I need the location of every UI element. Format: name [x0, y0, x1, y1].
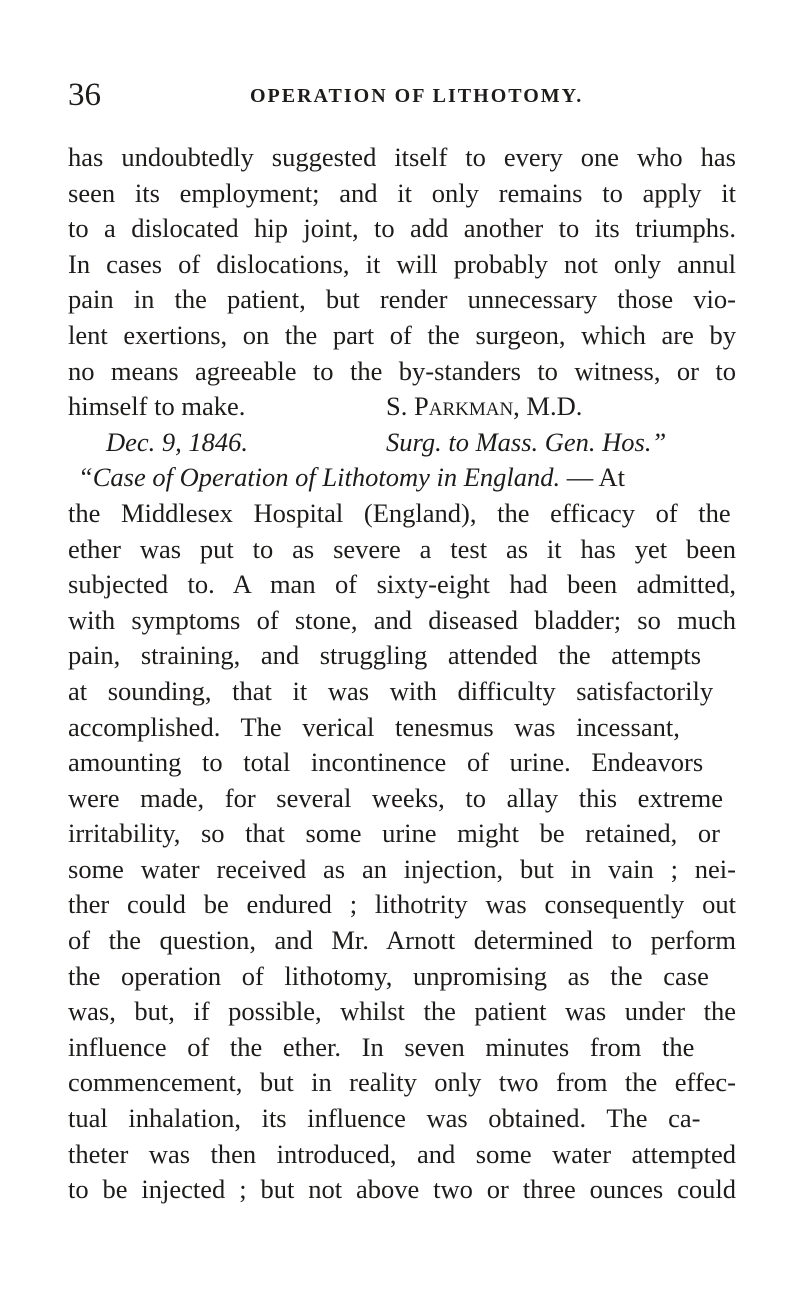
text-line: the operation of lithotomy, unpromising as the case — [68, 960, 709, 991]
text-line: no means agreeable to the by-standers to witness, or to — [68, 355, 736, 386]
running-title: OPERATION OF LITHOTOMY. — [250, 85, 584, 107]
text-line: pain, straining, and struggling attended the attempts — [68, 640, 702, 671]
text-line: pain in the patient, but render unnecessary those vio- — [68, 284, 736, 315]
text-line: accomplished. The verical tenesmus was incessant, — [68, 711, 680, 742]
text-line: to a dislocated hip joint, to add another to its triumphs. — [68, 213, 736, 244]
text-line: In cases of dislocations, it will probably not only annul — [68, 248, 736, 279]
text-line: amounting to total incontinence of urine. Endeavors — [68, 747, 704, 778]
paragraph-heading-line — [68, 460, 736, 496]
text-line: at sounding, that it was with difficulty satisfactorily — [68, 675, 714, 706]
text-line: influence of the ether. In seven minutes from the — [68, 1031, 695, 1062]
signature-line-1 — [68, 389, 736, 425]
text-line: were made, for several weeks, to allay this extreme — [68, 782, 724, 813]
body-text — [68, 140, 736, 1208]
signature-author: S. Parkman, M.D. — [386, 391, 583, 422]
text-line: irritability, so that some urine might be retained, or — [68, 818, 720, 849]
text-line: ther could be endured ; lithotrity was consequently out — [68, 889, 736, 920]
running-head — [68, 77, 736, 113]
signature-block — [68, 389, 736, 460]
text-line: of the question, and Mr. Arnott determined to perform — [68, 925, 736, 956]
text-line: lent exertions, on the part of the surgeon, which are by — [68, 319, 736, 350]
signature-left: himself to make. — [68, 391, 246, 422]
paragraph-2 — [68, 460, 736, 1207]
text-line: commencement, but in reality only two from the effec- — [68, 1067, 736, 1098]
signature-date: Dec. 9, 1846. — [106, 426, 249, 457]
text-line: seen its employment; and it only remains to apply it — [68, 177, 736, 208]
text-line: has undoubtedly suggested itself to every one who has — [68, 142, 736, 172]
text-line: with symptoms of stone, and diseased bladder; so much — [68, 604, 736, 635]
case-heading-tail: — At — [560, 462, 625, 493]
text-line: tual inhalation, its influence was obtained. The ca- — [68, 1103, 701, 1134]
text-line: theter was then introduced, and some water attempted — [68, 1138, 736, 1169]
text-line: some water received as an injection, but in vain ; nei- — [68, 853, 736, 884]
signature-title: Surg. to Mass. Gen. Hos.” — [386, 426, 667, 457]
page-number: 36 — [68, 77, 101, 113]
text-line: ether was put to as severe a test as it has yet been — [68, 533, 736, 564]
text-line: was, but, if possible, whilst the patient was under the — [68, 996, 736, 1027]
text-line: subjected to. A man of sixty-eight had been admitted, — [68, 569, 736, 600]
text-line: the Middlesex Hospital (England), the efficacy of the — [68, 497, 731, 528]
text-line: to be injected ; but not above two or three ounces could — [68, 1174, 736, 1205]
case-heading: “Case of Operation of Lithotomy in England. — [78, 462, 561, 493]
paragraph-1 — [68, 140, 736, 389]
signature-line-2 — [68, 425, 736, 461]
